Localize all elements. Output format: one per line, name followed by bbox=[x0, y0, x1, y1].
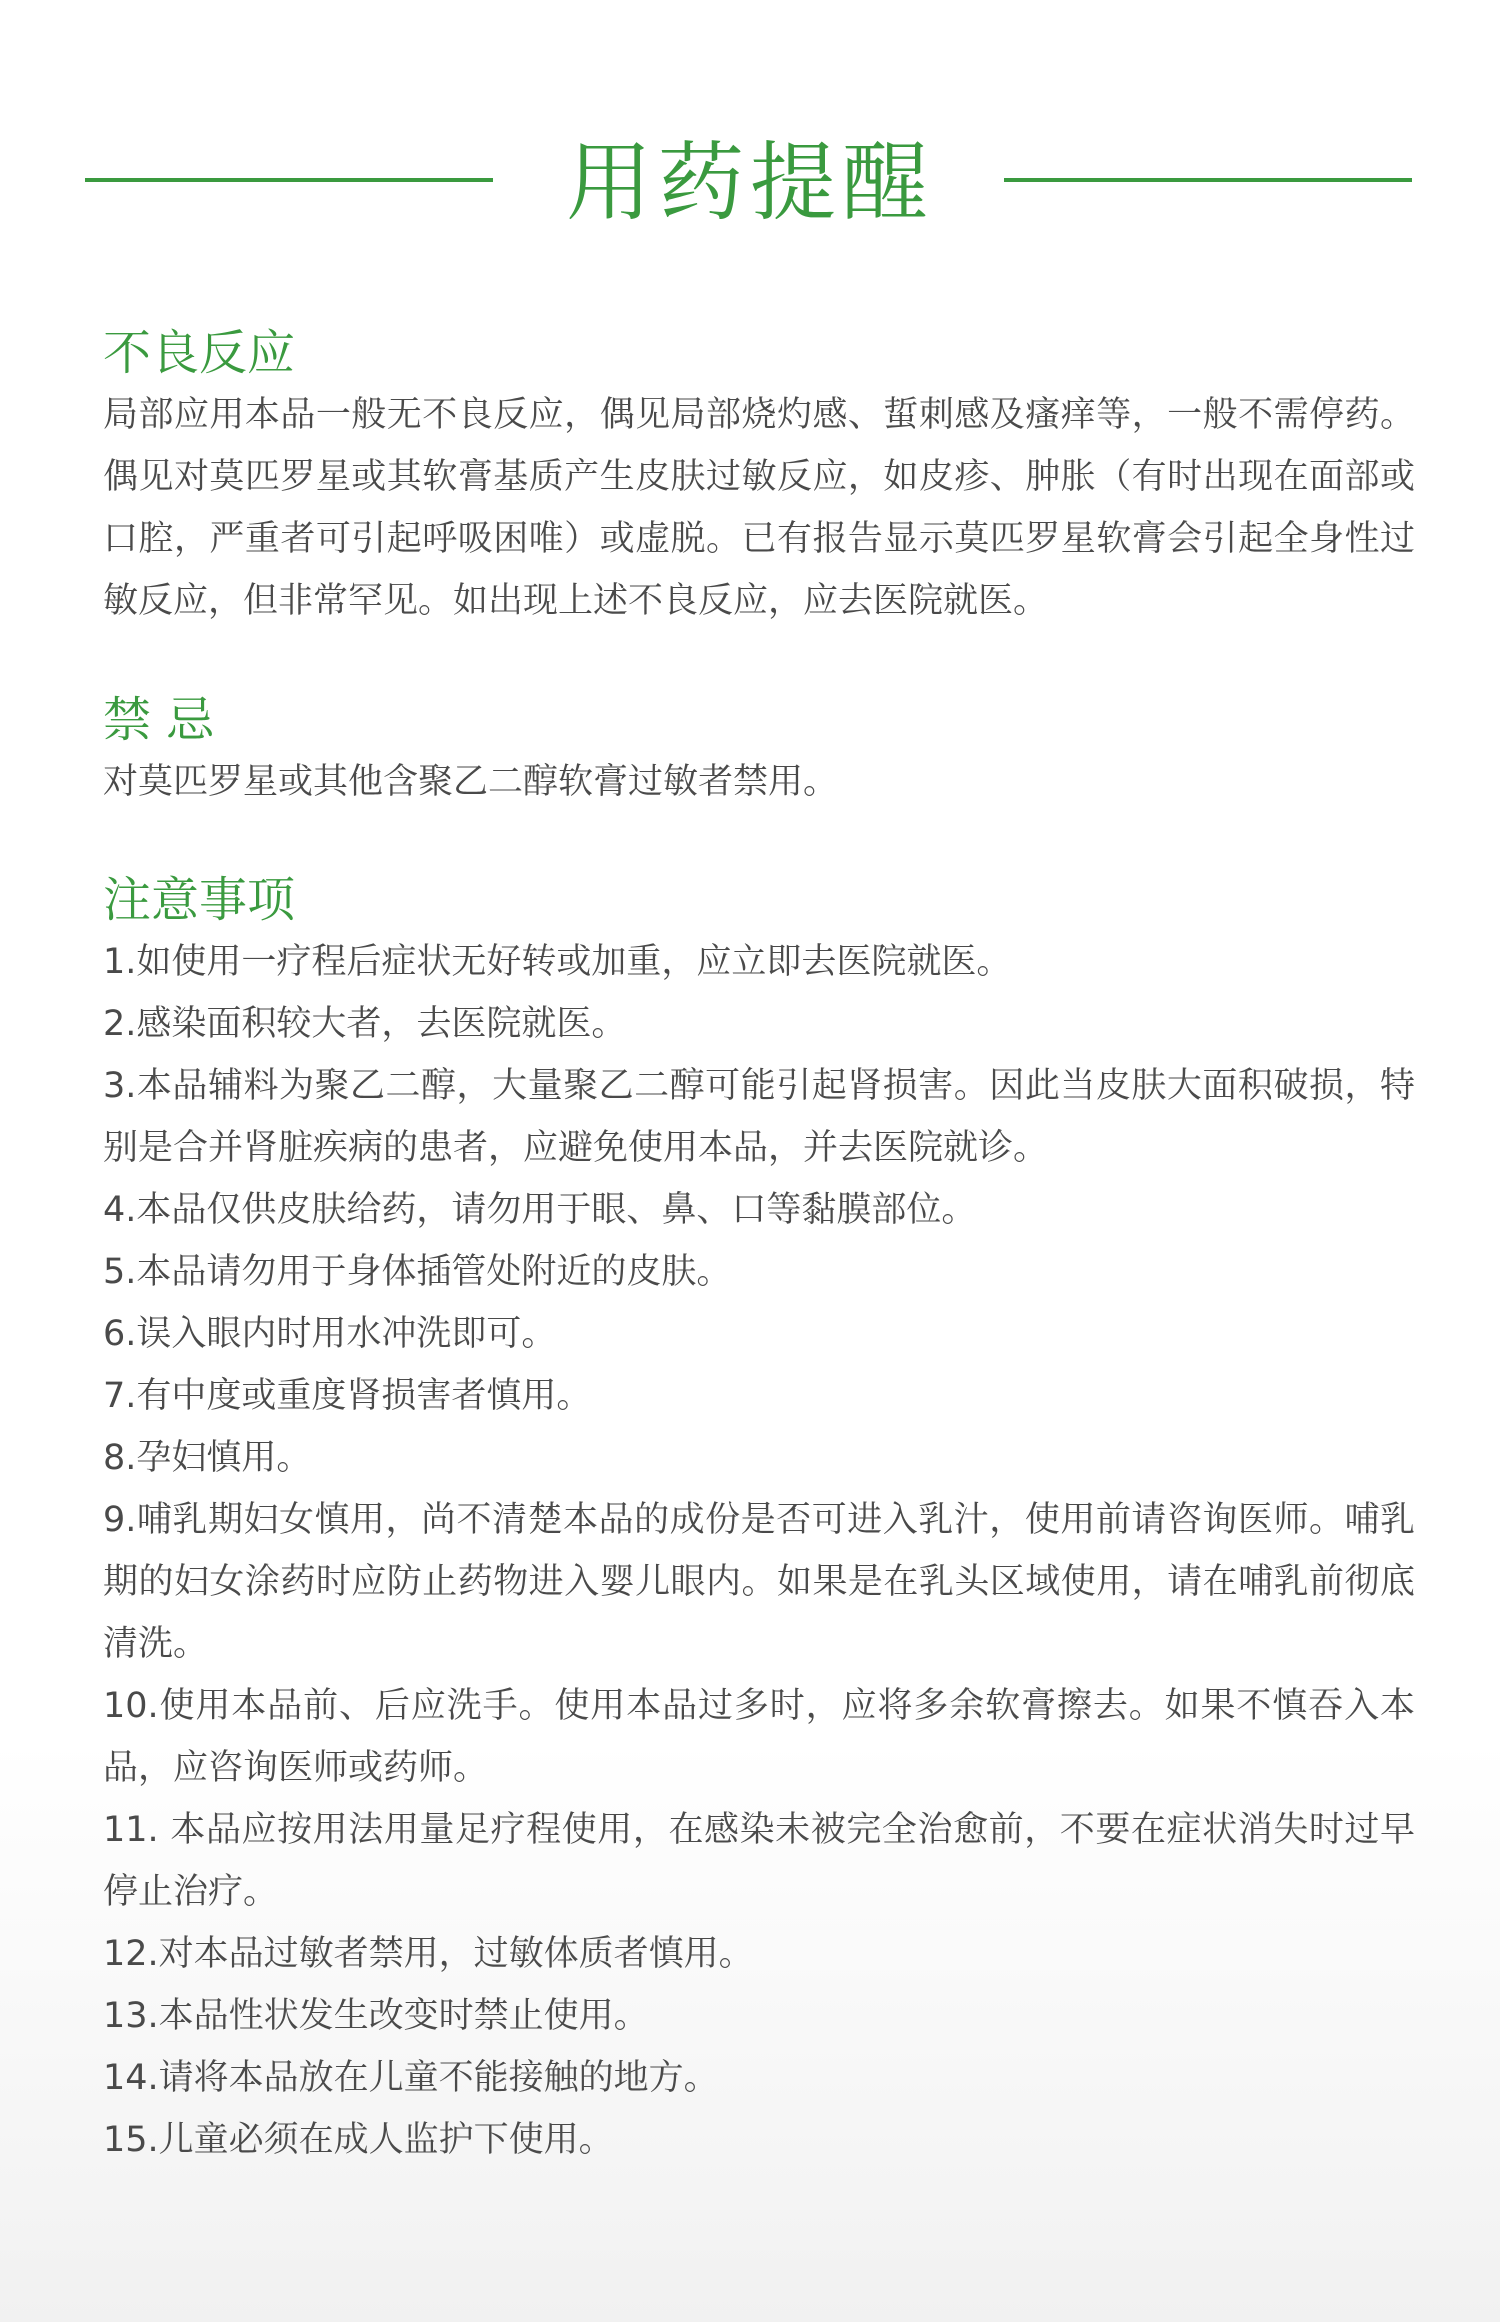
list-item: 2.感染面积较大者，去医院就医。 bbox=[103, 1004, 627, 1044]
list-item: 10.使用本品前、后应洗手。使用本品过多时，应将多余软膏擦去。如果不慎吞入本品，应咨询医师或药师。 bbox=[103, 1686, 1415, 1788]
list-item: 11. 本品应按用法用量足疗程使用，在感染未被完全治愈前，不要在症状消失时过早停止治疗。 bbox=[103, 1810, 1415, 1912]
list-item: 4.本品仅供皮肤给药，请勿用于眼、鼻、口等黏膜部位。 bbox=[103, 1190, 977, 1230]
adverse-reactions-text: 局部应用本品一般无不良反应，偶见局部烧灼感、蜇刺感及瘙痒等，一般不需停药。偶见对莫匹罗星或其软膏基质产生皮肤过敏反应，如皮疹、肿胀（有时出现在面部或口腔，严重者可引起呼吸困唯）或虚脱。已有报告显示莫匹罗星软膏会引起全身性过敏反应，但非常罕见。如出现上述不良反应，应去医院就医。 bbox=[103, 395, 1415, 621]
list-item: 8.孕妇慎用。 bbox=[103, 1438, 312, 1478]
section-spacer bbox=[103, 632, 1415, 689]
list-item: 9.哺乳期妇女慎用，尚不清楚本品的成份是否可进入乳汁，使用前请咨询医师。哺乳期的妇女涂药时应防止药物进入婴儿眼内。如果是在乳头区域使用，请在哺乳前彻底清洗。 bbox=[103, 1500, 1415, 1664]
title-divider-right bbox=[1004, 178, 1412, 182]
content bbox=[103, 322, 1415, 2171]
list-item: 5.本品请勿用于身体插管处附近的皮肤。 bbox=[103, 1252, 732, 1292]
page-title: 用药提醒 bbox=[566, 133, 934, 233]
section-heading-adverse: 不良反应 bbox=[103, 325, 296, 381]
section-spacer bbox=[103, 813, 1415, 869]
list-item: 1.如使用一疗程后症状无好转或加重，应立即去医院就医。 bbox=[103, 942, 1012, 982]
section-heading-precautions: 注意事项 bbox=[103, 872, 296, 928]
list-item: 14.请将本品放在儿童不能接触的地方。 bbox=[103, 2058, 719, 2098]
list-item: 12.对本品过敏者禁用，过敏体质者慎用。 bbox=[103, 1934, 754, 1974]
precautions-list bbox=[103, 931, 1415, 2171]
list-item: 6.误入眼内时用水冲洗即可。 bbox=[103, 1314, 557, 1354]
section-precautions bbox=[103, 869, 1415, 2171]
contraindications-text: 对莫匹罗星或其他含聚乙二醇软膏过敏者禁用。 bbox=[103, 762, 839, 802]
section-contraindications bbox=[103, 689, 1415, 813]
title-divider-left bbox=[85, 178, 493, 182]
list-item: 13.本品性状发生改变时禁止使用。 bbox=[103, 1996, 649, 2036]
list-item: 15.儿童必须在成人监护下使用。 bbox=[103, 2120, 614, 2160]
title-row bbox=[0, 128, 1500, 248]
section-adverse-reactions bbox=[103, 322, 1415, 632]
list-item: 3.本品辅料为聚乙二醇，大量聚乙二醇可能引起肾损害。因此当皮肤大面积破损，特别是合并肾脏疾病的患者，应避免使用本品，并去医院就诊。 bbox=[103, 1066, 1415, 1168]
section-heading-contraindications: 禁 忌 bbox=[103, 692, 215, 748]
list-item: 7.有中度或重度肾损害者慎用。 bbox=[103, 1376, 592, 1416]
